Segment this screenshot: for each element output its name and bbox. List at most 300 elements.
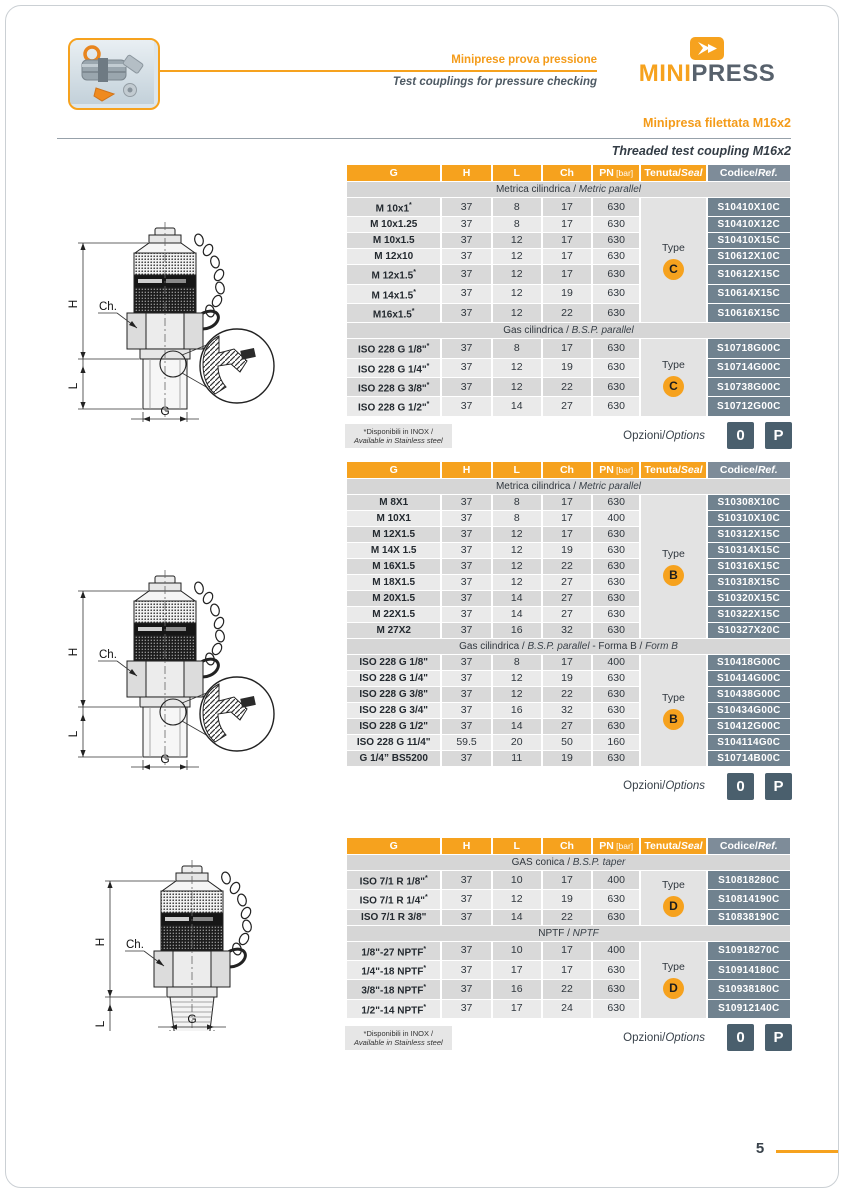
ch-cell: 22 <box>543 378 591 396</box>
column-label: PN <box>599 167 614 179</box>
options-row <box>345 772 792 800</box>
g-cell: ISO 228 G 3/8"* <box>347 378 440 396</box>
section-band <box>347 926 790 941</box>
l-cell: 8 <box>493 511 541 526</box>
code-cell: S10738G00C <box>708 378 790 396</box>
g-cell: M 18X1.5 <box>347 575 440 590</box>
g-cell: M 10X1 <box>347 511 440 526</box>
seal-type-cell <box>641 942 705 1018</box>
option-p-badge: P <box>765 422 792 449</box>
code-cell: S10308X10C <box>708 495 790 510</box>
h-cell: 37 <box>442 527 490 542</box>
h-cell: 37 <box>442 655 490 670</box>
table-row <box>347 559 790 574</box>
seal-type-cell <box>641 655 705 766</box>
ch-cell: 17 <box>543 495 591 510</box>
g-cell: M 14x1.5* <box>347 285 440 303</box>
table-row <box>347 527 790 542</box>
svg-text:G: G <box>160 752 170 766</box>
g-cell: ISO 228 G 1/8"* <box>347 339 440 357</box>
section-band <box>347 323 790 338</box>
g-cell: M 22X1.5 <box>347 607 440 622</box>
g-cell: M 10x1.5 <box>347 233 440 248</box>
inox-asterisk: * <box>413 269 416 277</box>
l-cell: 16 <box>493 623 541 638</box>
inox-asterisk: * <box>425 875 428 882</box>
column-label: PN <box>599 840 614 852</box>
ch-cell: 19 <box>543 671 591 686</box>
g-cell: 1/2"-14 NPTF* <box>347 1000 440 1018</box>
table-row <box>347 871 790 889</box>
column-label: Tenuta/ <box>644 464 681 476</box>
options-label-italian: Opzioni/ <box>623 429 666 442</box>
l-cell: 12 <box>493 671 541 686</box>
section-band-text: NPTF / <box>538 927 573 939</box>
table-block-2 <box>345 461 792 800</box>
minipress-logo-icon <box>686 36 728 62</box>
code-cell: S10320X15C <box>708 591 790 606</box>
section-band-text: B.S.P. taper <box>572 857 626 868</box>
h-cell: 37 <box>442 397 490 415</box>
pn-cell: 630 <box>593 687 639 702</box>
table-row <box>347 249 790 264</box>
section-band-text: Gas cilindrica / <box>503 325 572 337</box>
ch-cell: 17 <box>543 961 591 979</box>
l-cell: 10 <box>493 871 541 889</box>
section-band <box>347 182 790 197</box>
pn-cell: 400 <box>593 871 639 889</box>
column-label: Ch <box>559 167 574 179</box>
product-photo-image <box>70 40 154 104</box>
l-cell: 12 <box>493 687 541 702</box>
column-header-seal <box>641 838 705 854</box>
footer-rule-orange <box>776 1150 838 1153</box>
type-badge: C <box>663 376 684 397</box>
table-row <box>347 511 790 526</box>
code-cell: S10614X15C <box>708 285 790 303</box>
column-header-code <box>708 462 790 478</box>
h-cell: 37 <box>442 942 490 960</box>
column-label: H <box>462 840 471 852</box>
table-row <box>347 751 790 766</box>
code-cell: S10414G00C <box>708 671 790 686</box>
column-header-h <box>442 838 490 854</box>
h-cell: 37 <box>442 559 490 574</box>
table-row <box>347 655 790 670</box>
stainless-footnote <box>345 1026 452 1050</box>
table-row <box>347 495 790 510</box>
g-cell: ISO 228 G 1/4"* <box>347 359 440 377</box>
seal-type-cell <box>641 198 705 322</box>
column-label-italic: Seal <box>680 840 703 852</box>
code-cell: S10438G00C <box>708 687 790 702</box>
ch-cell: 17 <box>543 655 591 670</box>
minipress-logo <box>622 36 792 85</box>
column-label: L <box>513 464 520 476</box>
pn-cell: 630 <box>593 1000 639 1018</box>
code-cell: S10612X10C <box>708 249 790 264</box>
h-cell: 37 <box>442 719 490 734</box>
type-label: Type <box>662 358 685 371</box>
pn-cell: 630 <box>593 359 639 377</box>
l-cell: 14 <box>493 397 541 415</box>
type-label: Type <box>662 692 685 704</box>
h-cell: 37 <box>442 871 490 889</box>
column-unit: [bar] <box>613 841 634 851</box>
section-band-text: GAS conica / <box>511 857 573 868</box>
g-cell: ISO 228 G 3/8" <box>347 687 440 702</box>
code-cell: S10316X15C <box>708 559 790 574</box>
column-header-seal <box>641 165 705 181</box>
table-row <box>347 735 790 750</box>
pn-cell: 630 <box>593 217 639 232</box>
option-p-badge: P <box>765 773 792 800</box>
column-label: Tenuta/ <box>644 167 681 179</box>
logo-text-mini: MINI <box>638 60 692 87</box>
l-cell: 14 <box>493 607 541 622</box>
type-badge: D <box>663 896 684 917</box>
l-cell: 12 <box>493 265 541 283</box>
column-label-italic: Ref. <box>757 464 778 476</box>
l-cell: 8 <box>493 198 541 216</box>
table-row <box>347 890 790 908</box>
options-row <box>345 422 792 450</box>
h-cell: 37 <box>442 890 490 908</box>
inox-asterisk: * <box>425 894 428 902</box>
h-cell: 37 <box>442 1000 490 1018</box>
page-title-italian: Minipresa filettata M16x2 <box>643 116 791 130</box>
section-band-text: B.S.P. parallel <box>571 325 634 337</box>
option-0-badge: 0 <box>727 422 754 449</box>
column-header-h <box>442 462 490 478</box>
section-band-text: Metrica cilindrica / <box>495 481 579 492</box>
l-cell: 16 <box>493 980 541 998</box>
code-cell: S10410X15C <box>708 233 790 248</box>
pn-cell: 630 <box>593 623 639 638</box>
section-band-text: Gas cilindrica / <box>459 641 528 652</box>
pn-cell: 630 <box>593 890 639 908</box>
header-row <box>347 165 790 181</box>
code-cell: S10818280C <box>708 871 790 889</box>
code-cell: S10714B00C <box>708 751 790 766</box>
column-header-l <box>493 838 541 854</box>
ch-cell: 17 <box>543 249 591 264</box>
l-cell: 8 <box>493 655 541 670</box>
g-cell: 3/8"-18 NPTF* <box>347 980 440 998</box>
page-number: 5 <box>755 1140 765 1157</box>
table-row <box>347 910 790 925</box>
table-row <box>347 961 790 979</box>
g-cell: M 12x10 <box>347 249 440 264</box>
table-block-1 <box>345 164 792 450</box>
section-band-row <box>347 182 790 197</box>
code-cell: S10616X15C <box>708 304 790 322</box>
g-cell: M 16X1.5 <box>347 559 440 574</box>
table-row <box>347 378 790 396</box>
table-row <box>347 575 790 590</box>
option-p-badge: P <box>765 1024 792 1051</box>
g-cell: ISO 228 G 1/4" <box>347 671 440 686</box>
footnote-line1: *Disponibili in INOX / <box>363 426 434 436</box>
section-band-text: Metrica cilindrica / <box>495 184 579 195</box>
inox-asterisk: * <box>426 381 430 389</box>
l-cell: 12 <box>493 359 541 377</box>
h-cell: 37 <box>442 591 490 606</box>
table-row <box>347 980 790 998</box>
l-cell: 12 <box>493 575 541 590</box>
code-cell: S10612X15C <box>708 265 790 283</box>
h-cell: 37 <box>442 217 490 232</box>
footnote-line2: Available in Stainless steel <box>354 435 443 445</box>
section-title-italian: Miniprese prova pressione <box>451 54 597 66</box>
ch-cell: 17 <box>543 871 591 889</box>
g-cell: M 10x1* <box>347 198 440 216</box>
svg-text:L: L <box>66 730 80 738</box>
code-cell: S10318X15C <box>708 575 790 590</box>
seal-type-cell <box>641 871 705 925</box>
options-label-english: Options <box>665 780 705 792</box>
table-row <box>347 719 790 734</box>
ch-cell: 32 <box>543 623 591 638</box>
code-cell: S10410X12C <box>708 217 790 232</box>
column-header-seal <box>641 462 705 478</box>
g-cell: ISO 228 G 3/4" <box>347 703 440 718</box>
l-cell: 14 <box>493 910 541 925</box>
pn-cell: 630 <box>593 980 639 998</box>
options-label <box>623 780 716 792</box>
ch-cell: 17 <box>543 198 591 216</box>
pn-cell: 630 <box>593 671 639 686</box>
column-header-pn <box>593 838 639 854</box>
pn-cell: 630 <box>593 285 639 303</box>
column-header-l <box>493 165 541 181</box>
table-block-3 <box>345 837 792 1052</box>
section-band-row <box>347 855 790 870</box>
l-cell: 8 <box>493 339 541 357</box>
ch-cell: 27 <box>543 575 591 590</box>
type-badge: B <box>663 709 684 730</box>
pn-cell: 630 <box>593 543 639 558</box>
h-cell: 37 <box>442 249 490 264</box>
g-cell: M 12x1.5* <box>347 265 440 283</box>
h-cell: 37 <box>442 961 490 979</box>
type-badge: C <box>663 259 684 280</box>
g-cell: ISO 228 G 1/2" <box>347 719 440 734</box>
pn-cell: 630 <box>593 910 639 925</box>
svg-text:G: G <box>187 1012 197 1026</box>
column-label: Codice/ <box>719 840 758 852</box>
options-label-italian: Opzioni/ <box>623 1031 666 1044</box>
code-cell: S104114G0C <box>708 735 790 750</box>
type-label: Type <box>662 241 685 254</box>
section-band-text: Metric parallel <box>578 481 642 492</box>
column-label: G <box>389 167 398 179</box>
section-band-text: - Forma B / <box>589 641 646 652</box>
code-cell: S10814190C <box>708 890 790 908</box>
seal-type-cell <box>641 339 705 415</box>
svg-text:H: H <box>66 299 80 309</box>
column-label: G <box>389 464 398 476</box>
column-header-ch <box>543 165 591 181</box>
l-cell: 8 <box>493 217 541 232</box>
table-row <box>347 942 790 960</box>
technical-drawing-type-d <box>82 854 304 1036</box>
ch-cell: 22 <box>543 687 591 702</box>
table-row <box>347 543 790 558</box>
h-cell: 37 <box>442 495 490 510</box>
inox-asterisk: * <box>423 984 427 992</box>
l-cell: 12 <box>493 890 541 908</box>
pn-cell: 630 <box>593 559 639 574</box>
column-label: L <box>513 167 520 179</box>
svg-text:L: L <box>66 382 80 390</box>
g-cell: ISO 228 G 11/4" <box>347 735 440 750</box>
pn-cell: 630 <box>593 703 639 718</box>
ch-cell: 22 <box>543 980 591 998</box>
ch-cell: 17 <box>543 233 591 248</box>
column-unit: [bar] <box>613 168 634 178</box>
section-band-row <box>347 479 790 494</box>
h-cell: 37 <box>442 575 490 590</box>
g-cell: 1/8"-27 NPTF* <box>347 942 440 960</box>
g-cell: M 27X2 <box>347 623 440 638</box>
svg-text:Ch.: Ch. <box>99 649 117 661</box>
pn-cell: 630 <box>593 265 639 283</box>
ch-cell: 17 <box>543 217 591 232</box>
g-cell: ISO 228 G 1/2"* <box>347 397 440 415</box>
options-label <box>623 1032 716 1044</box>
svg-text:L: L <box>93 1020 107 1028</box>
pn-cell: 630 <box>593 304 639 322</box>
l-cell: 12 <box>493 559 541 574</box>
column-label: Ch <box>559 464 574 476</box>
type-label: Type <box>662 879 685 892</box>
h-cell: 37 <box>442 703 490 718</box>
table-row <box>347 285 790 303</box>
inox-asterisk: * <box>423 964 427 972</box>
type-label: Type <box>662 548 685 560</box>
code-cell: S10918270C <box>708 942 790 960</box>
g-cell: 1/4"-18 NPTF* <box>347 961 440 979</box>
l-cell: 14 <box>493 591 541 606</box>
inox-asterisk: * <box>426 401 430 409</box>
l-cell: 12 <box>493 378 541 396</box>
l-cell: 17 <box>493 961 541 979</box>
spec-table <box>345 164 792 417</box>
l-cell: 14 <box>493 719 541 734</box>
ch-cell: 19 <box>543 285 591 303</box>
h-cell: 37 <box>442 671 490 686</box>
inox-asterisk: * <box>411 307 415 315</box>
column-label: Codice/ <box>719 167 758 179</box>
svg-text:G: G <box>160 404 170 418</box>
pn-cell: 630 <box>593 249 639 264</box>
header-row <box>347 462 790 478</box>
pn-cell: 400 <box>593 655 639 670</box>
stainless-footnote <box>345 424 452 448</box>
ch-cell: 27 <box>543 719 591 734</box>
code-cell: S10410X10C <box>708 198 790 216</box>
page-title-english: Threaded test coupling M16x2 <box>611 144 791 158</box>
option-0-badge: 0 <box>727 1024 754 1051</box>
ch-cell: 17 <box>543 527 591 542</box>
ch-cell: 24 <box>543 1000 591 1018</box>
header-rule-orange <box>158 70 597 72</box>
ch-cell: 17 <box>543 511 591 526</box>
section-band-row <box>347 323 790 338</box>
g-cell: M 8X1 <box>347 495 440 510</box>
pn-cell: 400 <box>593 511 639 526</box>
product-photo <box>68 38 160 110</box>
column-label-italic: Ref. <box>757 167 778 179</box>
l-cell: 17 <box>493 1000 541 1018</box>
ch-cell: 32 <box>543 703 591 718</box>
options-label <box>623 430 716 442</box>
pn-cell: 630 <box>593 378 639 396</box>
ch-cell: 50 <box>543 735 591 750</box>
table-row <box>347 217 790 232</box>
pn-cell: 630 <box>593 719 639 734</box>
l-cell: 8 <box>493 495 541 510</box>
ch-cell: 22 <box>543 304 591 322</box>
h-cell: 37 <box>442 687 490 702</box>
section-band <box>347 639 790 654</box>
column-header-ch <box>543 838 591 854</box>
ch-cell: 22 <box>543 910 591 925</box>
h-cell: 59.5 <box>442 735 490 750</box>
option-0-badge: 0 <box>727 773 754 800</box>
svg-text:H: H <box>66 647 80 657</box>
section-band <box>347 479 790 494</box>
ch-cell: 19 <box>543 359 591 377</box>
options-label-english: Options <box>665 429 705 442</box>
table-row <box>347 359 790 377</box>
code-cell: S10322X15C <box>708 607 790 622</box>
h-cell: 37 <box>442 607 490 622</box>
pn-cell: 630 <box>593 527 639 542</box>
g-cell: M 20X1.5 <box>347 591 440 606</box>
ch-cell: 27 <box>543 607 591 622</box>
pn-cell: 630 <box>593 575 639 590</box>
g-cell: ISO 7/1 R 3/8" <box>347 910 440 925</box>
type-badge: B <box>663 565 684 586</box>
section-band-text: NPTF <box>572 927 599 939</box>
type-label: Type <box>662 961 685 974</box>
options-label-english: Options <box>665 1031 705 1044</box>
h-cell: 37 <box>442 980 490 998</box>
l-cell: 12 <box>493 233 541 248</box>
g-cell: M 12X1.5 <box>347 527 440 542</box>
ch-cell: 19 <box>543 890 591 908</box>
ch-cell: 27 <box>543 591 591 606</box>
section-band <box>347 855 790 870</box>
table-row <box>347 397 790 415</box>
l-cell: 12 <box>493 249 541 264</box>
technical-drawing-type-c <box>60 216 312 428</box>
h-cell: 37 <box>442 285 490 303</box>
code-cell: S10412G00C <box>708 719 790 734</box>
column-label: L <box>513 840 520 852</box>
ch-cell: 19 <box>543 543 591 558</box>
table-row <box>347 233 790 248</box>
g-cell: ISO 7/1 R 1/8"* <box>347 871 440 889</box>
pn-cell: 630 <box>593 233 639 248</box>
column-header-code <box>708 165 790 181</box>
logo-text-press: PRESS <box>691 60 776 87</box>
pn-cell: 630 <box>593 339 639 357</box>
l-cell: 12 <box>493 304 541 322</box>
column-label: H <box>462 167 471 179</box>
